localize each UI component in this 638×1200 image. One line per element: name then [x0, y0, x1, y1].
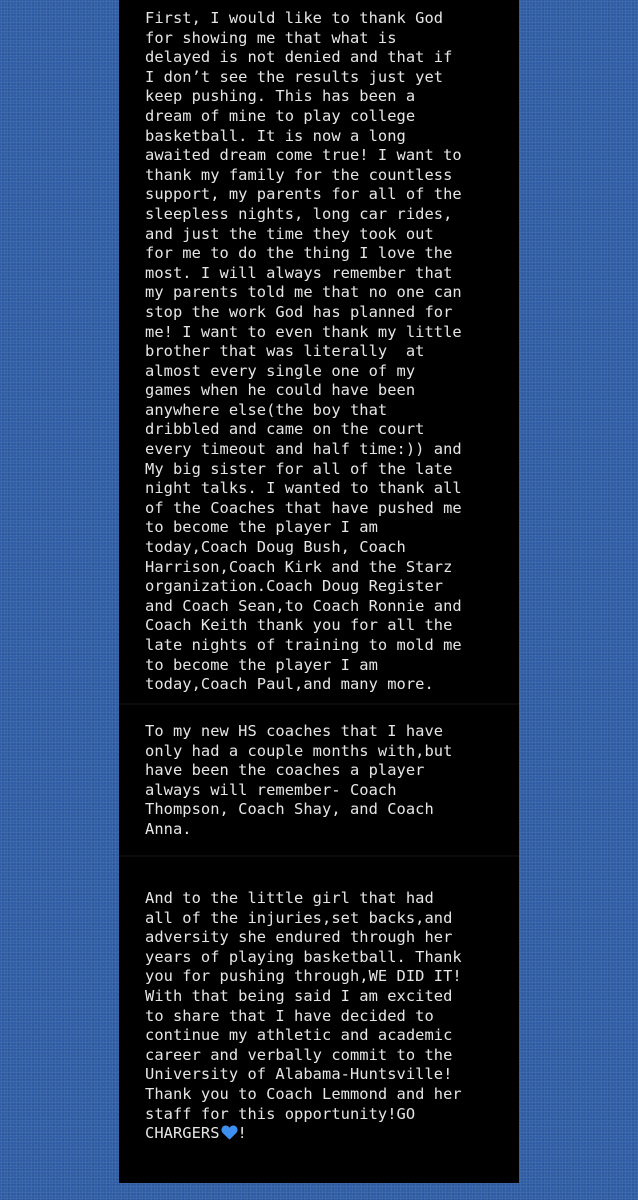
text-line: my parents told me that no one can [145, 283, 462, 302]
text-line: organization.Coach Doug Register [145, 577, 444, 596]
text-line: To my new HS coaches that I have [145, 722, 444, 740]
text-line: almost every single one of my [145, 361, 416, 380]
text-line: years of playing basketball. Thank [145, 947, 462, 966]
text-line: and just the time they took out [145, 224, 434, 243]
text-line: of the Coaches that have pushed me [145, 498, 462, 517]
text-line: basketball. It is now a long [145, 126, 406, 145]
text-line: University of Alabama-Huntsville! [145, 1065, 453, 1084]
text-line: night talks. I wanted to thank all [145, 479, 462, 498]
exclamation-text: ! [237, 1124, 247, 1143]
text-line: keep pushing. This has been a [145, 87, 416, 106]
text-line: thank my family for the countless [145, 165, 453, 184]
text-line: career and verbally commit to the [145, 1045, 453, 1064]
text-line: only had a couple months with,but [145, 741, 453, 760]
text-line: My big sister for all of the late [145, 459, 453, 478]
text-line: to become the player I am [145, 655, 378, 674]
text-line: always will remember- Coach [145, 780, 397, 799]
text-line: for me to do the thing I love the [145, 244, 453, 263]
panel-divider [119, 703, 519, 705]
text-line: brother that was literally at [145, 342, 425, 361]
text-line: support, my parents for all of the [145, 185, 462, 204]
text-line: all of the injuries,set backs,and [145, 908, 453, 927]
text-line: games when he could have been [145, 381, 416, 400]
commitment-paragraph [145, 889, 505, 1144]
text-line: to share that I have decided to [145, 1006, 434, 1025]
panel-divider [119, 855, 519, 857]
text-line: anywhere else(the boy that [145, 400, 388, 419]
text-line: Coach Keith thank you for all the [145, 616, 453, 635]
text-line: for showing me that what is [145, 28, 397, 47]
text-line: First, I would like to thank God [145, 9, 444, 27]
text-line: adversity she endured through her [145, 928, 453, 947]
text-line: have been the coaches a player [145, 761, 425, 780]
text-line: Anna. [145, 819, 192, 838]
text-line: me! I want to even thank my little [145, 322, 462, 341]
thank-you-paragraph [145, 9, 505, 695]
text-line: most. I will always remember that [145, 263, 453, 282]
hs-coaches-paragraph [145, 722, 505, 840]
text-line: you for pushing through,WE DID IT! [145, 967, 462, 986]
text-line: And to the little girl that had [145, 889, 434, 907]
text-line: Thank you to Coach Lemmond and her [145, 1084, 462, 1103]
text-line: to become the player I am [145, 518, 378, 537]
text-line: awaited dream come true! I want to [145, 146, 462, 165]
text-line: every timeout and half time:)) and [145, 440, 462, 459]
text-line: dream of mine to play college [145, 106, 416, 125]
text-line: Thompson, Coach Shay, and Coach [145, 800, 434, 819]
text-line: Harrison,Coach Kirk and the Starz [145, 557, 453, 576]
text-line: late nights of training to mold me [145, 636, 462, 654]
text-line: delayed is not denied and that if [145, 48, 453, 67]
text-line: continue my athletic and academic [145, 1026, 453, 1045]
text-line: I don’t see the results just yet [145, 67, 444, 86]
blue-heart-icon [221, 1125, 238, 1140]
text-line: today,Coach Paul,and many more. [145, 675, 434, 694]
chargers-text: CHARGERS [145, 1124, 220, 1143]
text-line: staff for this opportunity!GO [145, 1104, 416, 1123]
text-line: dribbled and came on the court [145, 420, 425, 439]
text-line-final [145, 1124, 505, 1144]
text-line: stop the work God has planned for [145, 302, 453, 321]
text-line: sleepless nights, long car rides, [145, 204, 453, 223]
text-line: and Coach Sean,to Coach Ronnie and [145, 596, 462, 615]
text-line: today,Coach Doug Bush, Coach [145, 538, 406, 557]
text-line: With that being said I am excited [145, 986, 453, 1005]
